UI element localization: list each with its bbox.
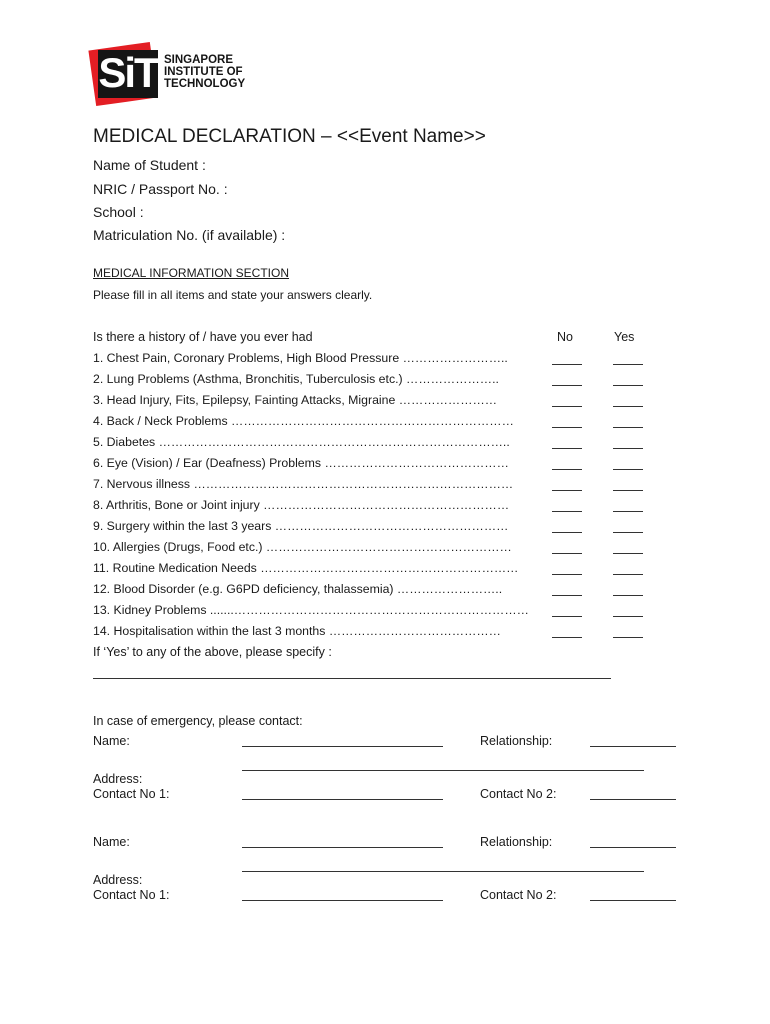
contact1-relationship-line[interactable] [590, 746, 676, 747]
field-nric-passport[interactable]: NRIC / Passport No. : [93, 181, 228, 197]
logo-line: SINGAPORE [164, 54, 234, 66]
question-text: 8. Arthritis, Bone or Joint injury …………………………………………………… [93, 498, 510, 512]
answer-yes-blank[interactable] [613, 364, 643, 365]
question-text: 6. Eye (Vision) / Ear (Deafness) Problems ……………………………………… [93, 456, 509, 470]
section-instruction: Please fill in all items and state your answers clearly. [93, 288, 373, 302]
questions-header: Is there a history of / have you ever had [93, 330, 313, 344]
answer-no-blank[interactable] [552, 364, 582, 365]
question-row [93, 519, 653, 539]
question-row [93, 456, 653, 476]
contact1-address-label: Address: [93, 772, 143, 786]
question-text: 12. Blood Disorder (e.g. G6PD deficiency, thalassemia) …………………….. [93, 582, 503, 596]
contact1-phone2-label: Contact No 2: [480, 787, 557, 801]
contact2-phone2-label: Contact No 2: [480, 888, 557, 902]
contact1-name-line[interactable] [242, 746, 443, 747]
column-yes-header: Yes [614, 330, 635, 344]
contact1-phone1-line[interactable] [242, 799, 443, 800]
page-title: MEDICAL DECLARATION – <<Event Name>> [93, 126, 486, 147]
specify-answer-line[interactable] [93, 678, 611, 679]
question-text: 3. Head Injury, Fits, Epilepsy, Fainting Attacks, Migraine …………………… [93, 393, 498, 407]
logo-mark: SiT [98, 49, 158, 96]
question-text: 13. Kidney Problems .......……………………………………………………………… [93, 603, 529, 617]
answer-yes-blank[interactable] [613, 385, 643, 386]
question-row [93, 393, 653, 413]
contact2-address-line[interactable] [242, 871, 644, 872]
question-text: 11. Routine Medication Needs ……………………………………………………… [93, 561, 519, 575]
question-text: 14. Hospitalisation within the last 3 months …………………………………… [93, 624, 501, 638]
answer-no-blank[interactable] [552, 616, 582, 617]
question-text: 7. Nervous illness …………………………………………………………………… [93, 477, 514, 491]
question-text: 10. Allergies (Drugs, Food etc.) …………………………………………………… [93, 540, 512, 554]
contact2-phone1-line[interactable] [242, 900, 443, 901]
answer-yes-blank[interactable] [613, 406, 643, 407]
question-text: 2. Lung Problems (Asthma, Bronchitis, Tuberculosis etc.) ………………….. [93, 372, 499, 386]
answer-no-blank[interactable] [552, 448, 582, 449]
contact2-name-line[interactable] [242, 847, 443, 848]
section-heading: MEDICAL INFORMATION SECTION [93, 266, 290, 280]
answer-yes-blank[interactable] [613, 616, 643, 617]
question-row [93, 540, 653, 560]
answer-no-blank[interactable] [552, 553, 582, 554]
question-row [93, 477, 653, 497]
contact1-phone1-label: Contact No 1: [93, 787, 170, 801]
question-row [93, 603, 653, 623]
question-text: 4. Back / Neck Problems …………………………………………………………… [93, 414, 514, 428]
question-text: 9. Surgery within the last 3 years ………………………………………………… [93, 519, 509, 533]
question-row [93, 561, 653, 581]
answer-no-blank[interactable] [552, 427, 582, 428]
answer-yes-blank[interactable] [613, 532, 643, 533]
field-matriculation[interactable]: Matriculation No. (if available) : [93, 227, 286, 243]
question-text: 5. Diabetes ………………………………………………………………………….. [93, 435, 510, 449]
contact1-phone2-line[interactable] [590, 799, 676, 800]
answer-no-blank[interactable] [552, 574, 582, 575]
answer-no-blank[interactable] [552, 595, 582, 596]
answer-yes-blank[interactable] [613, 469, 643, 470]
contact2-name-label: Name: [93, 835, 130, 849]
answer-yes-blank[interactable] [613, 574, 643, 575]
question-row [93, 624, 653, 644]
question-row [93, 582, 653, 602]
field-school[interactable]: School : [93, 204, 144, 220]
question-text: 1. Chest Pain, Coronary Problems, High Blood Pressure …………………….. [93, 351, 508, 365]
contact2-phone1-label: Contact No 1: [93, 888, 170, 902]
contact2-relationship-label: Relationship: [480, 835, 553, 849]
question-row [93, 351, 653, 371]
answer-yes-blank[interactable] [613, 511, 643, 512]
answer-yes-blank[interactable] [613, 637, 643, 638]
answer-no-blank[interactable] [552, 406, 582, 407]
field-student-name[interactable]: Name of Student : [93, 157, 206, 173]
contact2-phone2-line[interactable] [590, 900, 676, 901]
contact1-address-line[interactable] [242, 770, 644, 771]
contact1-name-label: Name: [93, 734, 130, 748]
logo-line: TECHNOLOGY [164, 78, 246, 90]
answer-yes-blank[interactable] [613, 448, 643, 449]
column-no-header: No [557, 330, 573, 344]
question-row [93, 435, 653, 455]
logo-line: INSTITUTE OF [164, 66, 243, 78]
contact1-relationship-label: Relationship: [480, 734, 553, 748]
question-row [93, 414, 653, 434]
answer-no-blank[interactable] [552, 469, 582, 470]
specify-label: If ‘Yes’ to any of the above, please specify : [93, 645, 332, 659]
answer-yes-blank[interactable] [613, 553, 643, 554]
answer-no-blank[interactable] [552, 490, 582, 491]
answer-no-blank[interactable] [552, 637, 582, 638]
answer-yes-blank[interactable] [613, 427, 643, 428]
question-row [93, 372, 653, 392]
contact2-relationship-line[interactable] [590, 847, 676, 848]
logo-wordmark [164, 54, 245, 90]
emergency-intro: In case of emergency, please contact: [93, 714, 303, 728]
sit-logo [92, 44, 252, 102]
answer-yes-blank[interactable] [613, 595, 643, 596]
answer-yes-blank[interactable] [613, 490, 643, 491]
contact2-address-label: Address: [93, 873, 143, 887]
question-row [93, 498, 653, 518]
answer-no-blank[interactable] [552, 511, 582, 512]
answer-no-blank[interactable] [552, 532, 582, 533]
answer-no-blank[interactable] [552, 385, 582, 386]
